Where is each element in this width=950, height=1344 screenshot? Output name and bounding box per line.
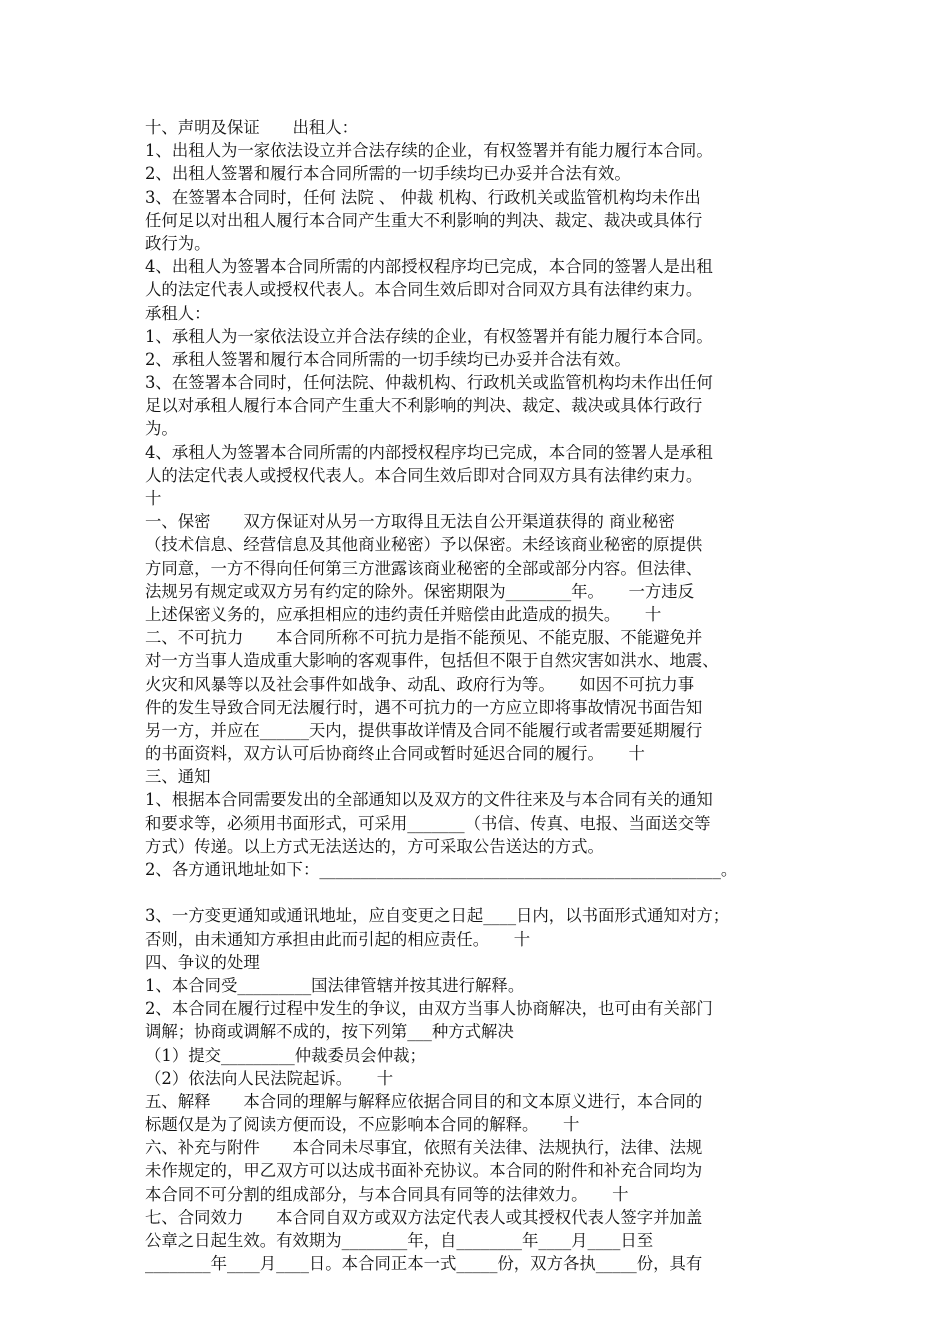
text-line: 公章之日起生效。有效期为________年，自________年____月____日至 <box>145 1231 654 1250</box>
text-line: 承租人： <box>145 303 211 323</box>
text-line: 为。 <box>145 419 178 439</box>
text-line: 标题仅是为了阅读方便而设，不应影响本合同的解释。 十 <box>145 1115 580 1135</box>
text-line: 4、承租人为签署本合同所需的内部授权程序均已完成，本合同的签署人是承租 <box>145 442 713 462</box>
text-line: 4、出租人为签署本合同所需的内部授权程序均已完成，本合同的签署人是出租 <box>145 257 713 277</box>
text-line: 本合同不可分割的组成部分，与本合同具有同等的法律效力。 十 <box>145 1184 629 1204</box>
text-line: 法规另有规定或双方另有约定的除外。保密期限为________年。 一方违反 <box>145 581 695 601</box>
text-line: （2）依法向人民法院起诉。 十 <box>145 1068 394 1088</box>
text-line: 方式）传递。以上方式无法送达的，方可采取公告送达的方式。 <box>145 836 604 856</box>
text-line: ________年____月____日。本合同正本一式_____份，双方各执_____份，具有 <box>145 1254 703 1274</box>
text-line: 1、承租人为一家依法设立并合法存续的企业，有权签署并有能力履行本合同。 <box>145 326 713 346</box>
text-line: 1、出租人为一家依法设立并合法存续的企业，有权签署并有能力履行本合同。 <box>145 141 713 161</box>
text-line: 足以对承租人履行本合同产生重大不利影响的判决、裁定、裁决或具体行政行 <box>145 396 703 416</box>
text-line: 五、解释 本合同的理解与解释应依据合同目的和文本原义进行，本合同的 <box>145 1091 703 1111</box>
text-line: 十、声明及保证 出租人： <box>145 118 359 137</box>
text-line: 二、不可抗力 本合同所称不可抗力是指不能预见、不能克服、不能避免并 <box>145 628 703 648</box>
blank-line <box>145 881 815 904</box>
text-line: 3、一方变更通知或通讯地址，应自变更之日起____日内，以书面形式通知对方； <box>145 906 730 926</box>
text-line: 人的法定代表人或授权代表人。本合同生效后即对合同双方具有法律约束力。 <box>145 465 703 485</box>
text-line: 任何足以对出租人履行本合同产生重大不利影响的判决、裁定、裁决或具体行 <box>145 210 703 230</box>
text-line: 2、各方通讯地址如下：_________________________________________________。 <box>145 860 738 879</box>
text-line: 调解；协商或调解不成的，按下列第___种方式解决 <box>145 1022 514 1042</box>
text-line: 1、根据本合同需要发出的全部通知以及双方的文件往来及与本合同有关的通知 <box>145 790 713 810</box>
text-line: 十 <box>145 489 162 508</box>
text-line: 三、通知 <box>145 767 211 787</box>
text-line: （1）提交_________仲裁委员会仲裁； <box>145 1045 426 1065</box>
text-line: 和要求等，必须用书面形式，可采用_______（书信、传真、电报、当面送交等 <box>145 813 711 833</box>
text-line: 3、在签署本合同时，任何法院、仲裁机构、行政机关或监管机构均未作出任何 <box>145 373 713 393</box>
text-line: 政行为。 <box>145 233 211 253</box>
text-line: 上述保密义务的，应承担相应的违约责任并赔偿由此造成的损失。 十 <box>145 604 662 624</box>
text-line: 2、本合同在履行过程中发生的争议，由双方当事人协商解决，也可由有关部门 <box>145 999 713 1019</box>
document-body <box>145 116 815 1275</box>
text-line: 方同意，一方不得向任何第三方泄露该商业秘密的全部或部分内容。但法律、 <box>145 558 703 578</box>
text-line: 2、出租人签署和履行本合同所需的一切手续均已办妥并合法有效。 <box>145 164 631 184</box>
text-line: 对一方当事人造成重大影响的客观事件，包括但不限于自然灾害如洪水、地震、 <box>145 651 719 671</box>
text-line: 另一方，并应在______天内，提供事故详情及合同不能履行或者需要延期履行 <box>145 720 703 740</box>
text-line: 人的法定代表人或授权代表人。本合同生效后即对合同双方具有法律约束力。 <box>145 280 703 300</box>
text-line: 七、合同效力 本合同自双方或双方法定代表人或其授权代表人签字并加盖 <box>145 1207 703 1227</box>
text-line: 未作规定的，甲乙双方可以达成书面补充协议。本合同的附件和补充合同均为 <box>145 1161 703 1181</box>
text-line: 的书面资料，双方认可后协商终止合同或暂时延迟合同的履行。 十 <box>145 744 645 764</box>
text-line: （技术信息、经营信息及其他商业秘密）予以保密。未经该商业秘密的原提供 <box>145 535 703 555</box>
text-line: 一、保密 双方保证对从另一方取得且无法自公开渠道获得的 商业秘密 <box>145 512 675 532</box>
text-line: 3、在签署本合同时，任何 法院 、 仲裁 机构、行政机关或监管机构均未作出 <box>145 187 701 207</box>
text-line: 四、争议的处理 <box>145 952 260 972</box>
text-line: 火灾和风暴等以及社会事件如战争、动乱、政府行为等。 如因不可抗力事 <box>145 674 695 694</box>
text-line: 件的发生导致合同无法履行时，遇不可抗力的一方应立即将事故情况书面告知 <box>145 697 703 717</box>
text-line: 2、承租人签署和履行本合同所需的一切手续均已办妥并合法有效。 <box>145 349 631 369</box>
text-line: 否则，由未通知方承担由此而引起的相应责任。 十 <box>145 929 531 949</box>
text-line: 1、本合同受_________国法律管辖并按其进行解释。 <box>145 975 525 995</box>
text-line: 六、补充与附件 本合同未尽事宜，依照有关法律、法规执行，法律、法规 <box>145 1138 703 1158</box>
